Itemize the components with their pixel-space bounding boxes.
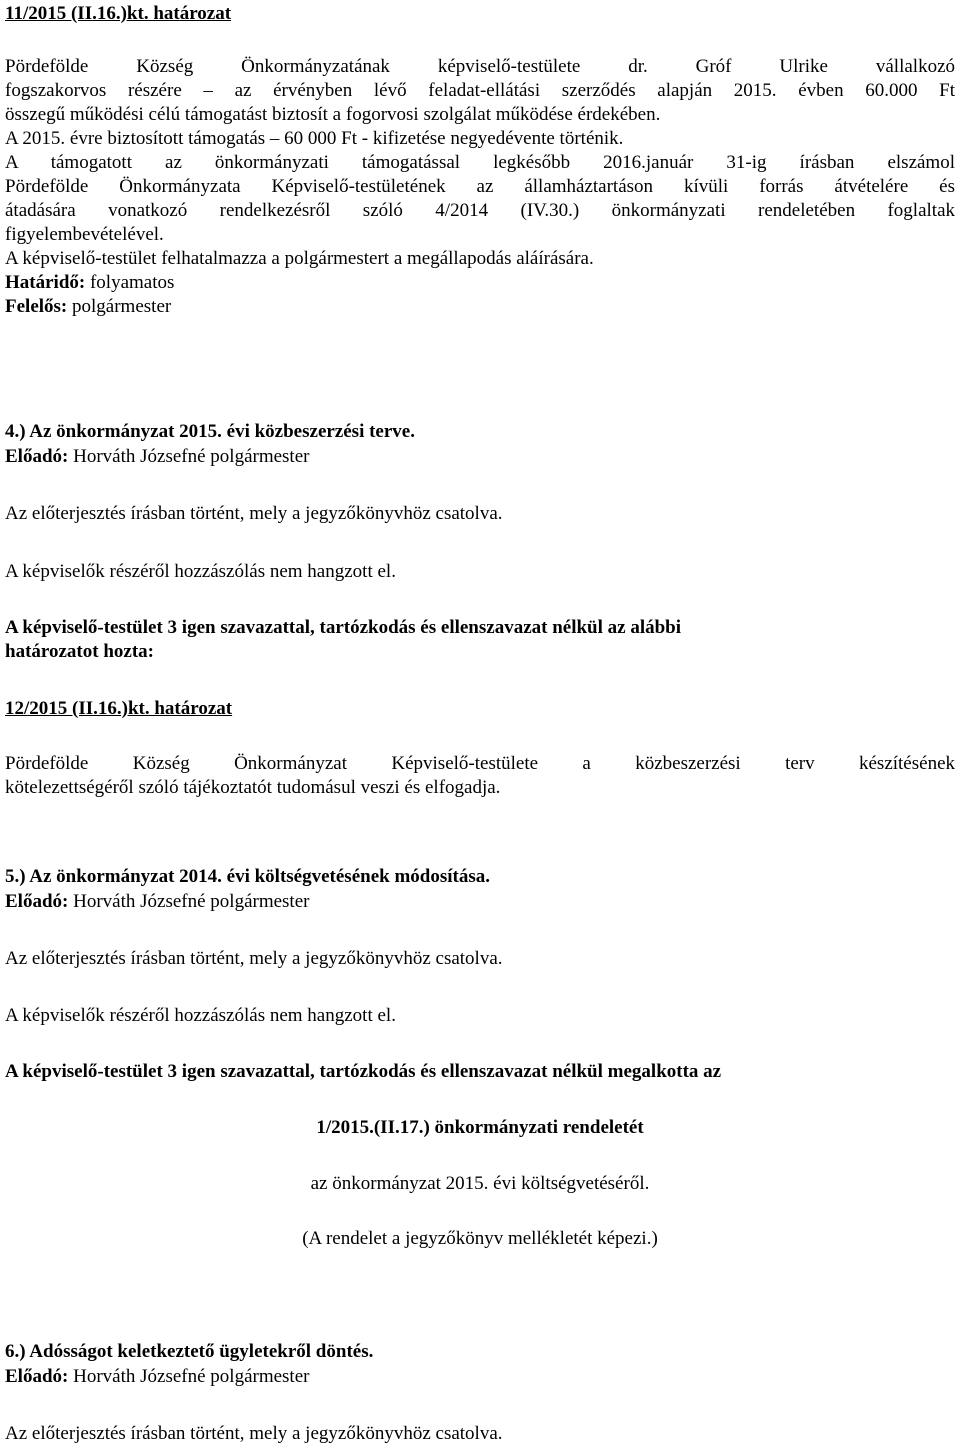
resolution-11-line: összegű működési célú támogatást biztosít a fogorvosi szolgálat működése érdekében. [5,104,661,125]
item-5-presenter [5,890,309,914]
item-4-vote-line-2: határozatot hozta: [5,641,154,662]
item-6-presenter [5,1365,309,1389]
resolution-11-line: Pördefölde Önkormányzata Képviselő-testületének az államháztartáson kívüli forrás átvételére és [5,176,955,197]
deadline-value: folyamatos [85,272,175,293]
item-5-submission: Az előterjesztés írásban történt, mely a jegyzőkönyvhöz csatolva. [5,948,503,969]
presenter-label: Előadó: [5,1366,69,1387]
item-5-comments: A képviselők részéről hozzászólás nem hangzott el. [5,1005,396,1026]
responsible-value: polgármester [67,296,172,317]
resolution-11-line: fogszakorvos részére – az érvényben lévő feladat-ellátási szerződés alapján 2015. évben 60.000 Ft [5,80,955,101]
responsible-label: Felelős: [5,296,68,317]
deadline-label: Határidő: [5,272,86,293]
item-6-submission: Az előterjesztés írásban történt, mely a jegyzőkönyvhöz csatolva. [5,1423,503,1444]
presenter-value: Horváth Józsefné polgármester [68,1366,310,1387]
resolution-12-line: Pördefölde Község Önkormányzat Képviselő-testülete a közbeszerzési terv készítésének [5,753,955,774]
resolution-12-number: 12/2015 (II.16.)kt. határozat [5,698,233,719]
resolution-11-line: Pördefölde Község Önkormányzatának képviselő-testülete dr. Gróf Ulrike vállalkozó [5,56,955,77]
resolution-12-line: kötelezettségéről szóló tájékoztatót tudomásul veszi és elfogadja. [5,777,501,798]
item-6-title: 6.) Adósságot keletkeztető ügyletekről döntés. [5,1341,374,1362]
item-5-vote: A képviselő-testület 3 igen szavazattal, tartózkodás és ellenszavazat nélkül megalkotta az [5,1061,722,1082]
item-4-presenter [5,445,309,469]
resolution-11-line: A támogatott az önkormányzati támogatással legkésőbb 2016.január 31-ig írásban elszámol [5,152,955,173]
item-4-title: 4.) Az önkormányzat 2015. évi közbeszerzési terve. [5,421,415,442]
resolution-11-line: A 2015. évre biztosított támogatás – 60 000 Ft - kifizetése negyedévente történik. [5,128,624,149]
presenter-label: Előadó: [5,891,69,912]
resolution-11-responsible [5,295,171,319]
decree-subject: az önkormányzat 2015. évi költségvetéséről. [310,1173,650,1194]
resolution-11-deadline [5,271,174,295]
item-4-vote-line-1: A képviselő-testület 3 igen szavazattal, tartózkodás és ellenszavazat nélkül az alábbi [5,617,682,638]
decree-number: 1/2015.(II.17.) önkormányzati rendeletét [316,1117,644,1138]
item-5-title: 5.) Az önkormányzat 2014. évi költségvetésének módosítása. [5,866,490,887]
item-4-comments: A képviselők részéről hozzászólás nem hangzott el. [5,561,396,582]
presenter-value: Horváth Józsefné polgármester [68,446,310,467]
presenter-label: Előadó: [5,446,69,467]
resolution-11-authorization: A képviselő-testület felhatalmazza a polgármestert a megállapodás aláírására. [5,248,594,269]
decree-note: (A rendelet a jegyzőkönyv mellékletét képezi.) [302,1228,658,1249]
resolution-12-body [5,752,955,800]
resolution-11-line: átadására vonatkozó rendelkezésről szóló 4/2014 (IV.30.) önkormányzati rendeletében foglaltak [5,200,955,221]
presenter-value: Horváth Józsefné polgármester [68,891,310,912]
resolution-11-body [5,55,955,247]
item-4-submission: Az előterjesztés írásban történt, mely a jegyzőkönyvhöz csatolva. [5,503,503,524]
resolution-11-line: figyelembevételével. [5,224,164,245]
resolution-11-number: 11/2015 (II.16.)kt. határozat [5,3,232,24]
